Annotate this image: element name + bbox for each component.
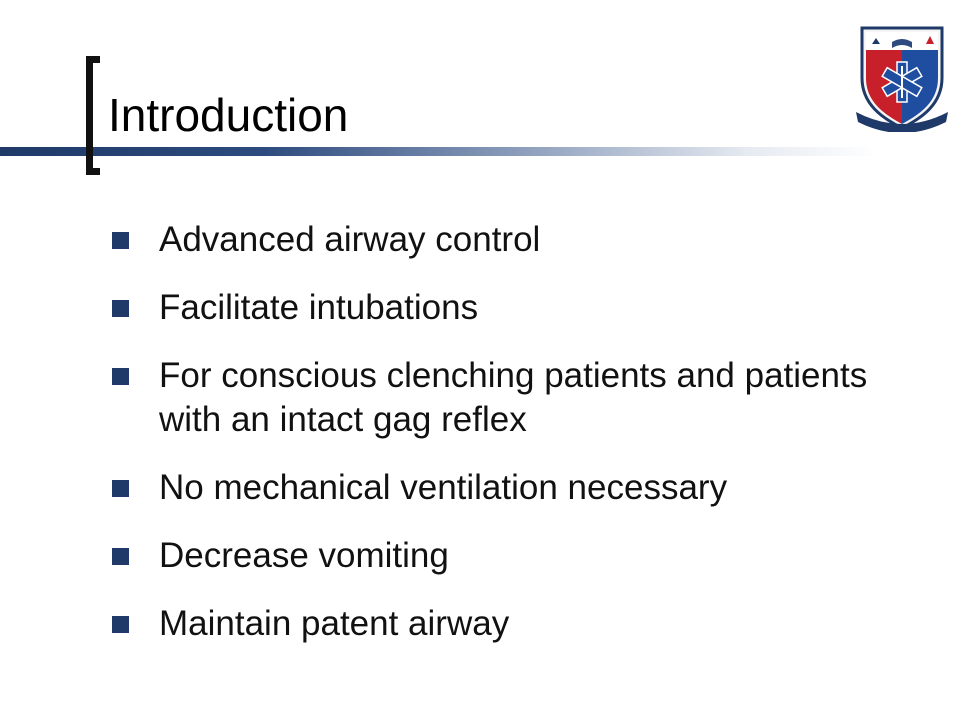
slide-title: Introduction xyxy=(108,89,349,141)
bullet-item: Facilitate intubations xyxy=(112,286,932,330)
title-bracket xyxy=(86,56,100,175)
bullet-item: No mechanical ventilation necessary xyxy=(112,466,932,510)
bullet-item: For conscious clenching patients and patients with an intact gag reflex xyxy=(112,354,932,442)
title-rule xyxy=(0,147,880,156)
bullet-list xyxy=(112,218,932,670)
bullet-item: Decrease vomiting xyxy=(112,534,932,578)
bullet-item: Advanced airway control xyxy=(112,218,932,262)
star-of-life-shield-icon xyxy=(852,20,952,132)
bullet-item: Maintain patent airway xyxy=(112,602,932,646)
